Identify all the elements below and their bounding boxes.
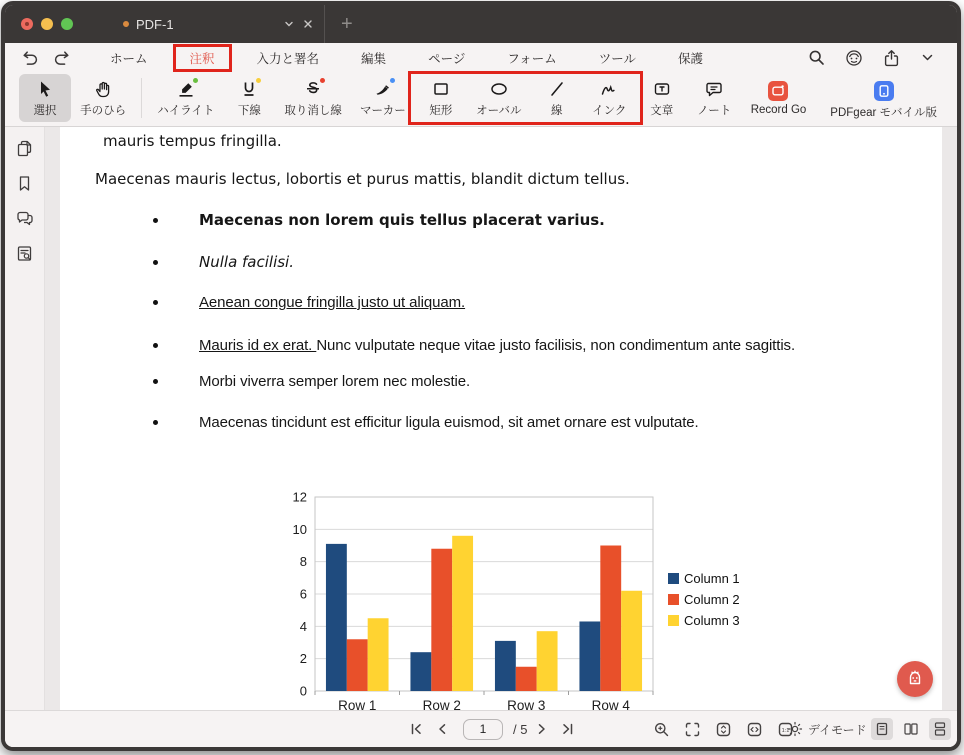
tool-select[interactable] (19, 74, 71, 122)
text-box-icon (651, 78, 673, 100)
menu-item-form[interactable]: フォーム (507, 51, 557, 66)
tab-title: PDF-1 (136, 16, 174, 32)
title-bar (5, 5, 957, 43)
pdf-page[interactable] (60, 127, 942, 710)
robot-icon (904, 668, 926, 690)
record-go-icon (768, 81, 788, 101)
next-page-button[interactable] (531, 718, 553, 740)
fit-page-icon[interactable] (681, 718, 703, 740)
assistant-robot-button[interactable] (897, 661, 933, 697)
tool-label: 文章 (650, 105, 674, 117)
menu-item-edit[interactable]: 編集 (361, 51, 387, 66)
svg-text:4: 4 (299, 618, 307, 634)
new-tab-button[interactable]: + (341, 13, 353, 35)
svg-text:0: 0 (299, 683, 307, 699)
doc-bullet: Maecenas non lorem quis tellus placerat varius. (95, 207, 914, 234)
bookmarks-icon[interactable] (15, 174, 34, 193)
svg-text:6: 6 (299, 586, 307, 602)
previous-page-button[interactable] (431, 718, 453, 740)
tool-note[interactable] (688, 74, 741, 122)
svg-text:2: 2 (299, 651, 307, 667)
page-number-input[interactable] (463, 719, 503, 740)
svg-text:Column 3: Column 3 (684, 613, 740, 628)
svg-text:1:1: 1:1 (781, 727, 789, 734)
ink-icon (598, 78, 620, 100)
search-document-icon[interactable] (15, 244, 34, 263)
bar-chart (286, 488, 756, 710)
toolbar-separator (141, 78, 142, 118)
annotation-toolbar (5, 72, 957, 127)
mobile-app-button[interactable] (820, 76, 947, 124)
doc-bullet: Mauris id ex erat. Nunc vulputate neque vitae justo facilisis, non condimentum ante sagittis. (95, 332, 914, 359)
hand-icon (92, 78, 114, 100)
svg-text:Row 1: Row 1 (338, 698, 377, 710)
document-area (45, 127, 957, 710)
modified-dot-icon (123, 21, 129, 27)
sun-icon (787, 721, 803, 737)
tool-label: 取り消し線 (284, 105, 342, 117)
underline-color-dot (256, 78, 261, 83)
svg-text:10: 10 (292, 521, 307, 537)
line-icon (546, 78, 568, 100)
tab-chevron-down-icon[interactable] (283, 18, 295, 30)
status-bar (5, 710, 957, 747)
document-tab[interactable] (113, 5, 325, 43)
tool-label: 手のひら (80, 105, 127, 117)
cursor-icon (34, 78, 56, 100)
close-window-button[interactable] (21, 18, 33, 30)
marker-color-dot (390, 78, 395, 83)
traffic-lights (5, 18, 87, 30)
menu-item-home[interactable]: ホーム (110, 51, 148, 66)
menu-item-annotation[interactable]: 注釈 (189, 51, 215, 66)
page-total-label: / 5 (513, 721, 528, 737)
record-go-label: Record Go (750, 104, 807, 116)
tool-label: 選択 (33, 105, 57, 117)
minimize-window-button[interactable] (41, 18, 53, 30)
doc-paragraph: Maecenas mauris lectus, lobortis et purus mattis, blandit dictum tellus. (95, 170, 630, 188)
tool-underline[interactable] (223, 74, 275, 122)
menu-item-protect[interactable]: 保護 (677, 51, 703, 66)
tool-label: インク (592, 105, 627, 117)
doc-paragraph: mauris tempus fringilla. (103, 132, 282, 150)
underline-icon (238, 78, 260, 100)
tool-strikethrough[interactable] (275, 74, 350, 122)
doc-bullet: Nulla facilisi. (95, 249, 914, 276)
tool-text[interactable] (636, 74, 688, 122)
tool-rectangle[interactable] (415, 74, 467, 122)
menu-item-fill-sign[interactable]: 入力と署名 (256, 51, 320, 66)
continuous-scroll-view-button[interactable] (929, 718, 951, 740)
tool-label: ノート (697, 105, 732, 117)
tool-label: マーカー (359, 105, 406, 117)
doc-bullet: Maecenas tincidunt est efficitur ligula euismod, sit amet ornare est vulputate. (95, 409, 914, 436)
svg-text:Row 2: Row 2 (422, 698, 461, 710)
doc-bullet-list (95, 207, 914, 436)
tool-label: オーバル (476, 105, 522, 117)
marker-icon (372, 78, 394, 100)
menu-item-tools[interactable]: ツール (598, 51, 636, 66)
tool-hand[interactable] (71, 74, 135, 122)
first-page-button[interactable] (405, 718, 427, 740)
search-icon[interactable] (808, 49, 825, 66)
tool-label: 矩形 (429, 105, 453, 117)
menu-item-page[interactable]: ページ (428, 51, 466, 66)
svg-text:Column 2: Column 2 (684, 592, 740, 607)
share-icon[interactable] (883, 49, 900, 67)
svg-text:12: 12 (292, 489, 307, 505)
collapse-toolbar-chevron-icon[interactable] (920, 50, 935, 65)
rectangle-icon (430, 78, 452, 100)
svg-text:Row 4: Row 4 (591, 698, 630, 710)
svg-text:8: 8 (299, 554, 307, 570)
two-page-view-button[interactable] (900, 718, 922, 740)
tool-marker[interactable] (351, 74, 415, 122)
tool-ink[interactable] (583, 74, 636, 122)
tool-line[interactable] (531, 74, 583, 122)
single-page-view-button[interactable] (871, 718, 893, 740)
redo-icon[interactable] (53, 50, 71, 66)
tool-label: 下線 (237, 105, 261, 117)
thumbnails-icon[interactable] (15, 139, 34, 158)
tool-label: ハイライト (157, 105, 215, 117)
mobile-app-icon (874, 81, 894, 101)
zoom-in-icon[interactable] (650, 718, 672, 740)
tool-highlight[interactable] (148, 74, 223, 122)
tab-close-icon[interactable] (302, 18, 314, 30)
tool-label: 線 (550, 105, 563, 117)
oval-icon (488, 78, 510, 100)
menu-bar (5, 43, 957, 72)
day-mode-selector[interactable] (787, 721, 883, 738)
record-go-button[interactable] (741, 76, 817, 120)
left-sidebar (5, 127, 45, 710)
zoom-window-button[interactable] (61, 18, 73, 30)
fit-height-icon[interactable] (712, 718, 734, 740)
comments-icon[interactable] (15, 209, 35, 228)
strikethrough-color-dot (320, 78, 325, 83)
tool-oval[interactable] (467, 74, 531, 122)
svg-text:Column 1: Column 1 (684, 571, 740, 586)
app-window (1, 1, 961, 751)
day-mode-label: デイモード (808, 722, 867, 737)
doc-bullet: Morbi viverra semper lorem nec molestie. (95, 368, 914, 395)
mobile-app-label: PDFgear モバイル版 (830, 107, 938, 119)
highlight-color-dot (193, 78, 198, 83)
undo-icon[interactable] (21, 50, 39, 66)
highlighter-icon (175, 78, 197, 100)
fit-width-icon[interactable] (743, 718, 765, 740)
last-page-button[interactable] (557, 718, 579, 740)
support-icon[interactable] (845, 49, 863, 67)
strikethrough-icon (302, 78, 324, 100)
note-icon (703, 78, 725, 100)
doc-bullet: Aenean congue fringilla justo ut aliquam. (95, 289, 914, 316)
svg-text:Row 3: Row 3 (507, 698, 546, 710)
